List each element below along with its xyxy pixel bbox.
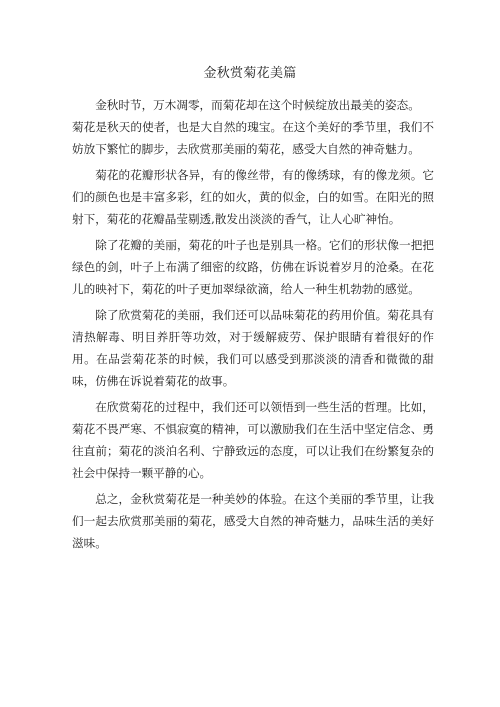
paragraph-4: 除了花瓣的美丽，菊花的叶子也是别具一格。它们的形状像一把把绿色的剑，叶子上布满了细密的纹路，仿佛在诉说着岁月的沧桑。在花儿的映衬下，菊花的叶子更加翠绿欲滴，给人一种生机勃勃的感觉。	[72, 238, 434, 296]
paragraph-1: 金秋时节，万木凋零，而菊花却在这个时候绽放出最美的姿态。	[95, 98, 420, 112]
paragraph-7: 总之，金秋赏菊花是一种美妙的体验。在这个美丽的季节里，让我们一起去欣赏那美丽的菊花，感受大自然的神奇魅力，品味生活的美好滋味。	[72, 492, 434, 550]
paragraph-6: 在欣赏菊花的过程中，我们还可以领悟到一些生活的哲理。比如，菊花不畏严寒、不惧寂寞的精神，可以激励我们在生活中坚定信念、勇往直前；菊花的淡泊名利、宁静致远的态度，可以让我们在纷繁复杂的社会中保持一颗平静的心。	[72, 400, 434, 480]
document-title: 金秋赏菊花美篇	[203, 66, 297, 81]
paragraph-3: 菊花的花瓣形状各异，有的像丝带，有的像绣球，有的像龙须。它们的颜色也是丰富多彩，红的如火，黄的似金，白的如雪。在阳光的照射下，菊花的花瓣晶莹剔透,散发出淡淡的香气，让人心旷神怡。	[72, 168, 434, 226]
paragraph-5: 除了欣赏菊花的美丽，我们还可以品味菊花的药用价值。菊花具有清热解毒、明目养肝等功效，对于缓解疲劳、保护眼睛有着很好的作用。在品尝菊花茶的时候，我们可以感受到那淡淡的清香和微微的甜味，仿佛在诉说着菊花的故事。	[72, 308, 434, 388]
document-body	[72, 94, 434, 554]
paragraph-2: 菊花是秋天的使者，也是大自然的瑰宝。在这个美好的季节里，我们不妨放下繁忙的脚步，去欣赏那美丽的菊花，感受大自然的神奇魅力。	[72, 120, 434, 156]
